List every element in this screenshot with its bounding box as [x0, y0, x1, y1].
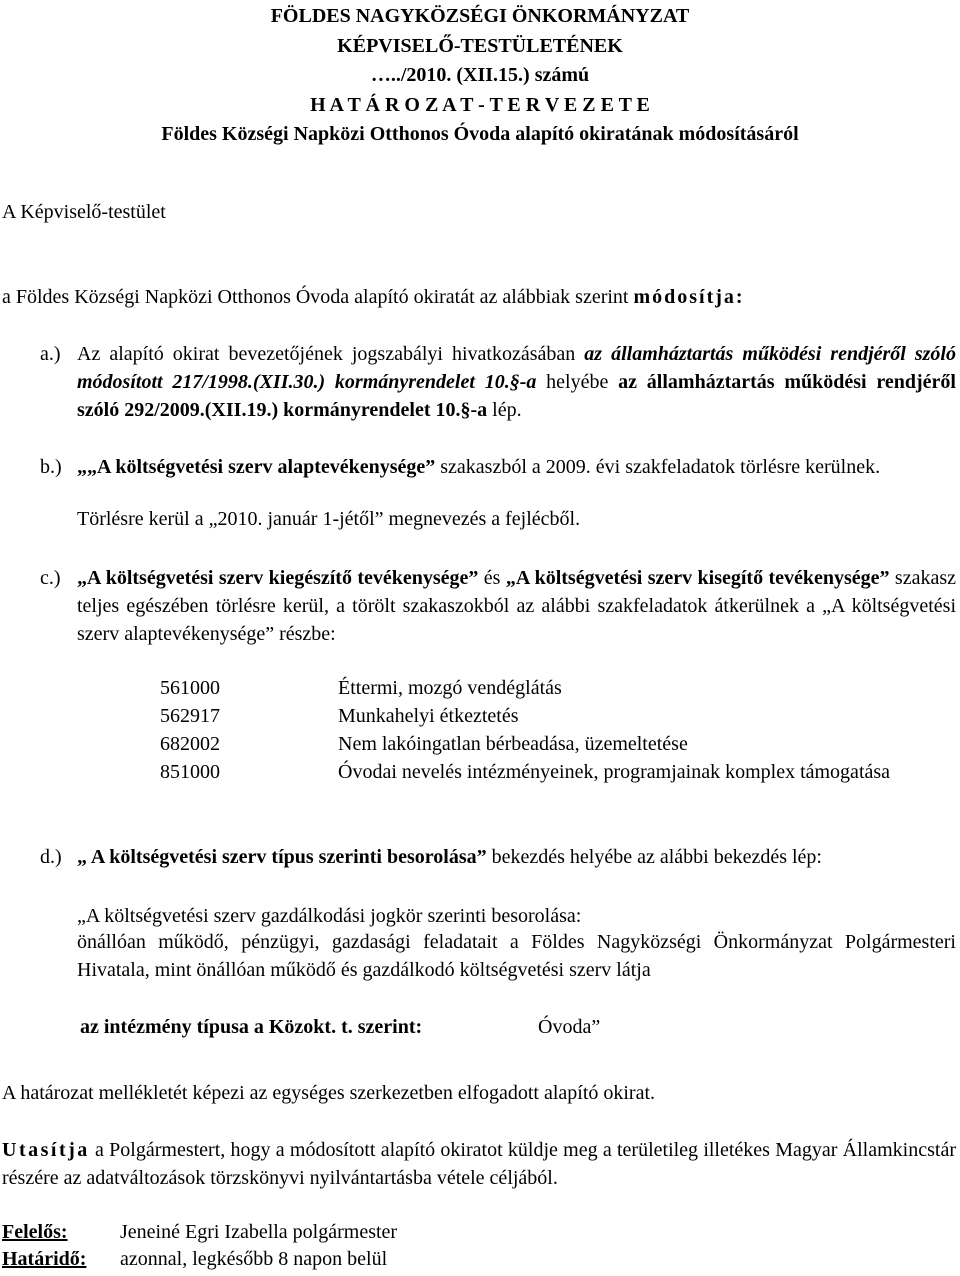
item-a-part7: lép. [487, 399, 522, 421]
instruction-text: a Polgármestert, hogy a módosított alapító okiratot küldje meg a területileg illetékes Magyar Államkincstár részére az adatváltozások törzskönyvi nyilvántartásba vétele céljából. [2, 1139, 956, 1189]
item-a-text [77, 340, 956, 424]
item-b-marker: b.) [40, 456, 62, 478]
municipality-name: FÖLDES NAGYKÖZSÉGI ÖNKORMÁNYZAT [270, 5, 690, 27]
item-b-text [77, 453, 956, 481]
intro-keyword: módosítja: [633, 286, 745, 308]
intro-line [2, 283, 745, 311]
item-b-line2: Törlésre kerül a „2010. január 1-jétől” megnevezés a fejlécből. [77, 508, 581, 530]
item-a-new-reference: az államháztartás működési rendjéről szóló 292/2009.(XII.19.) kormányrendelet 10. [77, 371, 956, 421]
item-d-quote-line1: „A költségvetési szerv gazdálkodási jogkör szerinti besorolása: [77, 905, 582, 927]
code-number: 561000 [160, 677, 220, 699]
item-c-section2: „A költségvetési szerv kisegítő tevékenysége” [505, 567, 890, 589]
item-d-open-quote: „ [77, 846, 91, 868]
responsible-label: Felelős: [2, 1221, 68, 1243]
intro-subject: A Képviselő-testület [2, 201, 166, 223]
document-header [0, 2, 960, 150]
item-a-part1: Az alapító okirat bevezetőjének jogszabályi hivatkozásában [77, 343, 585, 365]
resolution-number: …../2010. (XII.15.) számú [370, 64, 590, 86]
institution-type-value: Óvoda” [538, 1016, 601, 1038]
item-a-marker: a.) [40, 343, 61, 365]
responsible-value: Jeneiné Egri Izabella polgármester [120, 1221, 398, 1243]
instruction-keyword: Utasítja [2, 1139, 90, 1161]
institution-type-label: az intézmény típusa a Közokt. t. szerint: [80, 1016, 423, 1038]
code-description: Nem lakóingatlan bérbeadása, üzemeltetése [338, 733, 688, 755]
item-c-and: és [478, 567, 506, 589]
item-c-text [77, 564, 956, 648]
responsible-line [2, 1218, 397, 1246]
item-d-part3: bekezdés helyébe az alábbi bekezdés lép: [486, 846, 822, 868]
item-c-marker: c.) [40, 567, 61, 589]
code-description: Munkahelyi étkeztetés [338, 705, 519, 727]
instruction-paragraph [2, 1136, 956, 1192]
item-a-old-reference: az államháztartás működési rendjéről szóló módosított 217/1998.(XII.30.) kormányrendelet 10. [77, 343, 956, 393]
resolution-subject: Földes Községi Napközi Otthonos Óvoda alapító okiratának módosításáról [161, 123, 799, 145]
annex-statement: A határozat mellékletét képezi az egységes szerkezetben elfogadott alapító okirat. [2, 1082, 656, 1104]
deadline-line [2, 1245, 387, 1273]
item-d-quote-body: önállóan működő, pénzügyi, gazdasági feladatait a Földes Nagyközségi Önkormányzat Polgármesteri Hivatala, mint önállóan működő és gazdálkodó költségvetési szerv látja [77, 931, 956, 981]
item-b-open-quote: „ [77, 456, 87, 478]
deadline-value: azonnal, legkésőbb 8 napon belül [120, 1248, 388, 1270]
intro-text: a Földes Községi Napközi Otthonos Óvoda alapító okiratát az alábbiak szerint [2, 286, 634, 308]
item-d-text [77, 843, 956, 871]
code-number: 851000 [160, 761, 220, 783]
item-d-section-name: A költségvetési szerv típus szerinti besorolása” [90, 846, 487, 868]
item-b-section-name: „A költségvetési szerv alaptevékenysége” [87, 456, 436, 478]
item-c-section1: „A költségvetési szerv kiegészítő tevékenysége” [77, 567, 479, 589]
item-a-old-paragraph: §-a [509, 371, 537, 393]
deadline-label: Határidő: [2, 1248, 87, 1270]
item-a-part4: helyébe [536, 371, 619, 393]
item-b-part3: szakaszból a 2009. évi szakfeladatok törlésre kerülnek. [435, 456, 881, 478]
code-number: 562917 [160, 705, 220, 727]
item-a-new-paragraph: §-a [460, 399, 488, 421]
code-description: Éttermi, mozgó vendéglátás [338, 677, 562, 699]
item-d-marker: d.) [40, 846, 62, 868]
resolution-draft-title: H A T Á R O Z A T - T E R V E Z E T E [310, 93, 650, 116]
code-number: 682002 [160, 733, 220, 755]
body-name: KÉPVISELŐ-TESTÜLETÉNEK [337, 34, 623, 57]
code-description: Óvodai nevelés intézményeinek, programjainak komplex támogatása [338, 761, 891, 783]
item-c-part4: szakasz teljes egészében törlésre kerül, a törölt szakaszokból az alábbi szakfeladatok átkerülnek a „A költségvetési szerv alaptevékenysége” részbe: [77, 567, 956, 645]
